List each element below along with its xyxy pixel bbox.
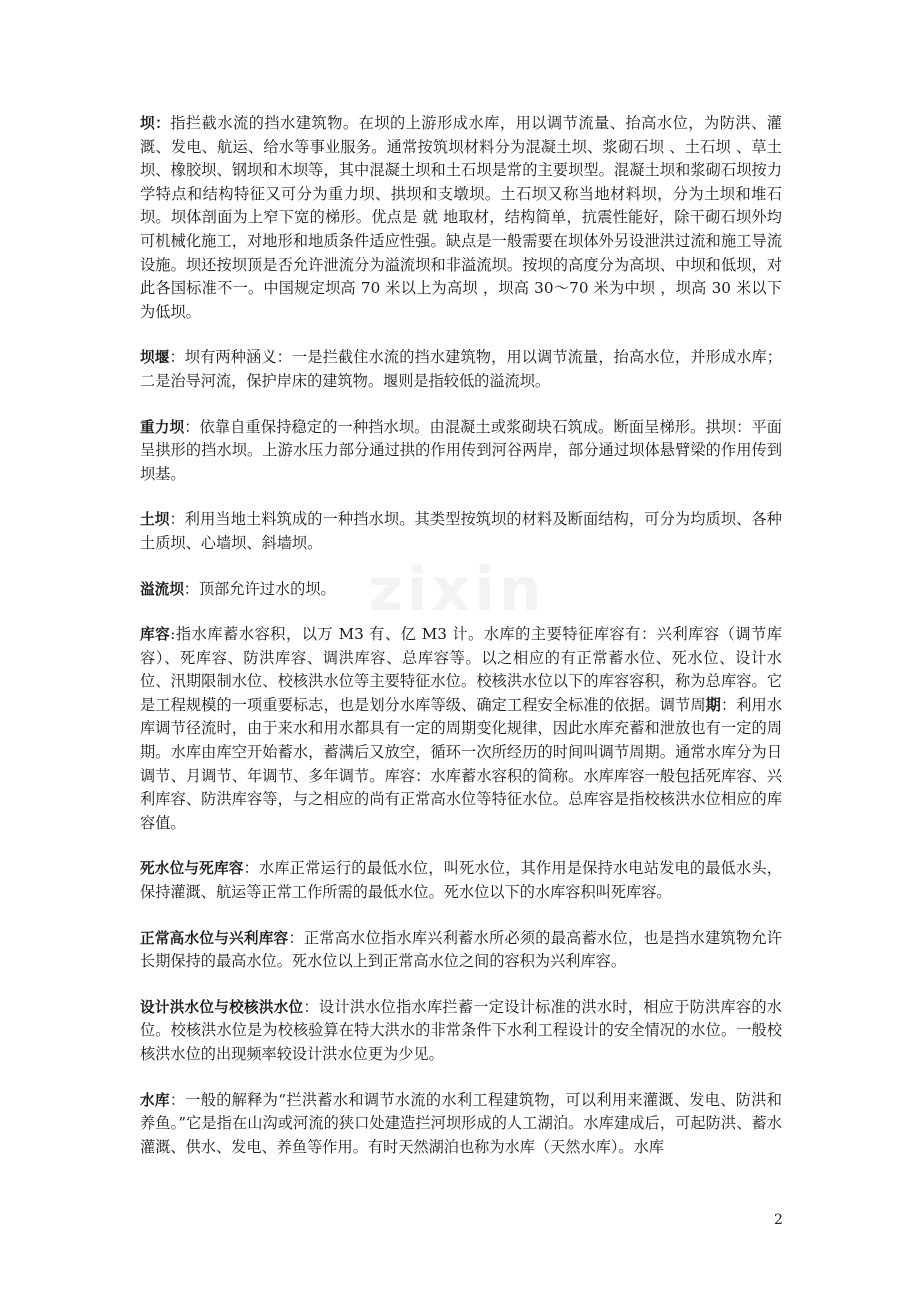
paragraph-dead-level xyxy=(140,857,782,904)
paragraph-text: ：坝有两种涵义：一是拦截住水流的挡水建筑物，用以调节流量，抬高水位，并形成水库；二是治导河流，保护岸床的建筑物。堰则是指较低的溢流坝。 xyxy=(140,348,782,390)
term-label: 库容 xyxy=(140,626,171,644)
term-label: 设计洪水位与校核洪水位 xyxy=(140,998,304,1016)
paragraph-text: ：利用水库调节径流时，由于来水和用水都具有一定的周期变化规律，因此水库充蓄和泄放也有一定的周期。水库由库空开始蓄水，蓄满后又放空，循环一次所经历的时间叫调节周期。通常水库分为日调节、月调节、年调节、多年调节。库容：水库蓄水容积的简称。水库库容一般包括死库容、兴利库容、防洪库容等，与之相应的尚有正常高水位等特征水位。总库容是指校核洪水位相应的库容值。 xyxy=(140,695,783,832)
paragraph-dam xyxy=(140,112,782,324)
paragraph-text: ：一般的解释为“拦洪蓄水和调节水流的水利工程建筑物，可以利用来灌溉、发电、防洪和养鱼。”它是指在山沟或河流的狭口处建造拦河坝形成的人工湖泊。水库建成后，可起防洪、蓄水灌溉、供水、发电、养鱼等作用。有时天然湖泊也称为水库（天然水库）。水库 xyxy=(140,1090,782,1156)
term-label: 土坝 xyxy=(140,511,170,529)
paragraph-flood-level xyxy=(140,996,782,1067)
paragraph-text: ：顶部允许过水的坝。 xyxy=(183,579,336,598)
inline-term: 期 xyxy=(705,695,721,714)
paragraph-text: ：正常高水位指水库兴利蓄水所必须的最高蓄水位，也是挡水建筑物允许长期保持的最高水位。死水位以上到正常高水位之间的容积为兴利库容。 xyxy=(140,928,782,971)
term-label: 坝堰 xyxy=(140,349,170,367)
term-label: 坝： xyxy=(140,115,171,132)
paragraph-earth-dam xyxy=(140,508,782,555)
paragraph-text: :指水库蓄水容积，以万 M3 有、亿 M3 计。水库的主要特征库容有：兴利库容（调节库容）、死库容、防洪库容、调洪库容、总库容等。以之相应的有正常蓄水位、死水位、设计水位、汛期限制水位、校核洪水位等主要特征水位。校核洪水位以下的库容容积，称为总库容。它是工程规模的一项重要标志，也是划分水库等级、确定工程安全标准的依据。调节周 xyxy=(140,625,782,714)
paragraph-dam-weir xyxy=(140,346,782,393)
paragraph-reservoir xyxy=(140,1089,782,1160)
paragraph-storage-capacity xyxy=(140,623,782,835)
paragraph-text: ：设计洪水位指水库拦蓄一定设计标准的洪水时，相应于防洪库容的水位。校核洪水位是为校核验算在特大洪水的非常条件下水利工程设计的安全情况的水位。一般校核洪水位的出现频率较设计洪水位更为少见。 xyxy=(140,997,782,1063)
term-label: 重力坝 xyxy=(140,418,185,436)
paragraph-text: ：水库正常运行的最低水位，叫死水位，其作用是保持水电站发电的最低水头，保持灌溉、航运等正常工作所需的最低水位。死水位以下的水库容积叫死库容。 xyxy=(140,859,782,902)
paragraph-text: ：利用当地土料筑成的一种挡水坝。其类型按筑坝的材料及断面结构，可分为均质坝、各种土质坝、心墙坝、斜墙坝。 xyxy=(140,510,782,552)
term-label: 溢流坝 xyxy=(140,580,184,598)
paragraph-normal-level xyxy=(140,927,782,974)
term-label: 死水位与死库容 xyxy=(140,860,244,878)
paragraph-overflow-dam xyxy=(140,578,782,602)
paragraph-text: 指拦截水流的挡水建筑物。在坝的上游形成水库，用以调节流量、抬高水位，为防洪、灌溉、发电、航运、给水等事业服务。通常按筑坝材料分为混凝土坝、浆砌石坝 、土石坝 、草土坝、橡胶坝、钢坝和木坝等，其中混凝土坝和土石坝是常的主要坝型。混凝土坝和浆砌石坝按力学特点和结构特征又可分为重力坝、拱坝和支墩坝。土石坝又称当地材料坝，分为土坝和堆石坝。坝体剖面为上窄下宽的梯形。优点是 就 地取材，结构简单，抗震性能好，除干砌石坝外均可机械化施工，对地形和地质条件适应性强。缺点是一般需要在坝体外另设泄洪过流和施工导流设施。坝还按坝顶是否允许泄流分为溢流坝和非溢流坝。按坝的高度分为高坝、中坝和低坝，对此各国标准不一。中国规定坝高 70 米以上为高坝 ，坝高 30～70 米为中坝 ，坝高 30 米以下为低坝。 xyxy=(140,114,782,321)
page-number: 2 xyxy=(774,1212,783,1228)
term-label: 正常高水位与兴利库容 xyxy=(140,929,289,947)
term-label: 水库 xyxy=(140,1091,170,1109)
paragraph-gravity-dam xyxy=(140,416,782,487)
document-body xyxy=(140,112,782,1181)
paragraph-text: ：依靠自重保持稳定的一种挡水坝。由混凝土或浆砌块石筑成。断面呈梯形。拱坝：平面呈拱形的挡水坝。上游水压力部分通过拱的作用传到河谷两岸，部分通过坝体悬臂梁的作用传到坝基。 xyxy=(140,417,782,483)
